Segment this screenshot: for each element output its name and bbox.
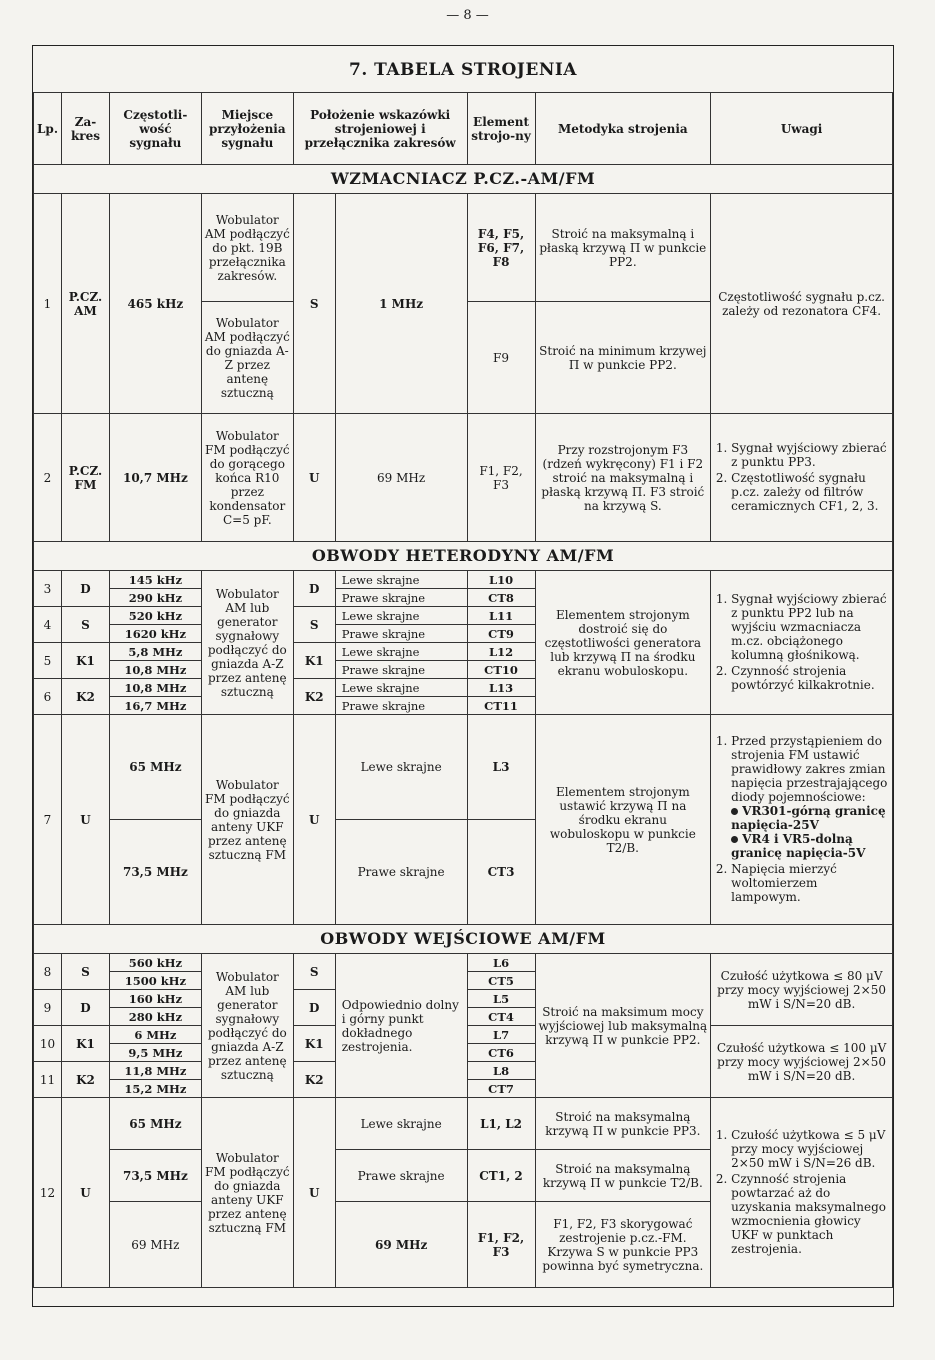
zakres-cell: D (61, 571, 109, 607)
note: 1. Sygnał wyjściowy zbierać z punktu PP3. (731, 441, 890, 469)
wskazowka-cell: Lewe skrajne (335, 679, 467, 697)
uwagi-cell: Częstotliwość sygnału p.cz. zależy od rezonatora CF4. (711, 194, 893, 414)
note: 2. Napięcia mierzyć woltomierzem lampowym. (731, 862, 890, 904)
metodyka-cell: Elementem strojonym dostroić się do częstotliwości generatora lub krzywą Π na środku ekranu wobuloskopu. (535, 571, 711, 715)
table-row (34, 194, 893, 302)
metodyka-cell: F1, F2, F3 skorygować zestrojenie p.cz.-FM. Krzywa S w punkcie PP3 powinna być symetryczna. (535, 1202, 711, 1288)
lp-cell: 2 (34, 414, 62, 542)
page-number: — 8 — (446, 8, 489, 23)
zakres-cell: D (61, 990, 109, 1026)
przelacznik-cell: K2 (293, 1062, 335, 1098)
header-zakres: Za-kres (61, 93, 109, 165)
uwagi-cell: Czułość użytkowa ≤ 80 μV przy mocy wyjściowej 2×50 mW i S/N=20 dB. (711, 954, 893, 1026)
lp-cell: 6 (34, 679, 62, 715)
wskazowka-cell: Lewe skrajne (335, 715, 467, 820)
lp-cell: 1 (34, 194, 62, 414)
wskazowka-cell: 69 MHz (335, 414, 467, 542)
lp-cell: 5 (34, 643, 62, 679)
header-metodyka: Metodyka strojenia (535, 93, 711, 165)
przelacznik-cell: D (293, 571, 335, 607)
metodyka-cell: Stroić na minimum krzywej Π w punkcie PP2. (535, 302, 711, 414)
przelacznik-cell: U (293, 1098, 335, 1288)
zakres-cell: K1 (61, 643, 109, 679)
note: 1. Czułość użytkowa ≤ 5 μV przy mocy wyjściowej 2×50 mW i S/N=26 dB. (731, 1128, 890, 1170)
note-text: VR301-górną granicę napięcia-25V (731, 803, 886, 832)
uwagi-cell (711, 571, 893, 715)
element-cell: CT6 (467, 1044, 535, 1062)
przelacznik-cell: D (293, 990, 335, 1026)
miejsce-cell: Wobulator FM podłączyć do gniazda anteny UKF przez antenę sztuczną FM (201, 715, 293, 925)
zakres-cell: P.CZ. FM (61, 414, 109, 542)
freq-cell: 9,5 MHz (109, 1044, 201, 1062)
note-text: Przed przystąpieniem do strojenia FM ustawić prawidłowy zakres zmian napięcia przestrajającego diody pojemnościowe: (731, 733, 888, 804)
przelacznik-cell: S (293, 954, 335, 990)
table-row (34, 414, 893, 542)
przelacznik-cell: S (293, 194, 335, 414)
wskazowka-cell: Prawe skrajne (335, 820, 467, 925)
metodyka-cell: Stroić na maksymalną i płaską krzywą Π w punkcie PP2. (535, 194, 711, 302)
zakres-cell: U (61, 715, 109, 925)
element-cell: CT11 (467, 697, 535, 715)
freq-cell: 280 kHz (109, 1008, 201, 1026)
lp-cell: 9 (34, 990, 62, 1026)
note: 1. Sygnał wyjściowy zbierać z punktu PP2 lub na wyjściu wzmacniacza m.cz. obciążonego kolumną głośnikową. (731, 592, 890, 662)
freq-cell: 10,7 MHz (109, 414, 201, 542)
freq-cell: 520 kHz (109, 607, 201, 625)
tuning-table (33, 92, 893, 1288)
freq-cell: 160 kHz (109, 990, 201, 1008)
note-text: VR4 i VR5-dolną granicę napięcia-5V (731, 831, 866, 860)
freq-cell: 11,8 MHz (109, 1062, 201, 1080)
wskazowka-cell: Prawe skrajne (335, 1150, 467, 1202)
freq-cell: 16,7 MHz (109, 697, 201, 715)
freq-cell: 65 MHz (109, 715, 201, 820)
miejsce-cell: Wobulator AM lub generator sygnałowy podłączyć do gniazda A-Z przez antenę sztuczną (201, 954, 293, 1098)
lp-cell: 11 (34, 1062, 62, 1098)
header-miejsce: Miejsce przyłożenia sygnału (201, 93, 293, 165)
bullet-icon (731, 836, 738, 843)
element-cell: F4, F5, F6, F7, F8 (467, 194, 535, 302)
freq-cell: 560 kHz (109, 954, 201, 972)
element-cell: L7 (467, 1026, 535, 1044)
lp-cell: 10 (34, 1026, 62, 1062)
freq-cell: 73,5 MHz (109, 1150, 201, 1202)
table-row (34, 954, 893, 972)
wskazowka-cell: Lewe skrajne (335, 1098, 467, 1150)
element-cell: L3 (467, 715, 535, 820)
freq-cell: 15,2 MHz (109, 1080, 201, 1098)
przelacznik-cell: K1 (293, 1026, 335, 1062)
lp-cell: 12 (34, 1098, 62, 1288)
metodyka-cell: Stroić na maksimum mocy wyjściowej lub maksymalną krzywą Π w punkcie PP2. (535, 954, 711, 1098)
lp-cell: 3 (34, 571, 62, 607)
lp-cell: 7 (34, 715, 62, 925)
element-cell: L6 (467, 954, 535, 972)
table-row (34, 571, 893, 589)
metodyka-cell: Stroić na maksymalną krzywą Π w punkcie PP3. (535, 1098, 711, 1150)
element-cell: F1, F2, F3 (467, 1202, 535, 1288)
metodyka-cell: Elementem strojonym ustawić krzywą Π na środku ekranu wobuloskopu w punkcie T2/B. (535, 715, 711, 925)
zakres-cell: S (61, 954, 109, 990)
header-lp: Lp. (34, 93, 62, 165)
zakres-cell: K2 (61, 1062, 109, 1098)
miejsce-cell: Wobulator AM podłączyć do gniazda A-Z przez antenę sztuczną (201, 302, 293, 414)
element-cell: L13 (467, 679, 535, 697)
freq-cell: 465 kHz (109, 194, 201, 414)
element-cell: F1, F2, F3 (467, 414, 535, 542)
element-cell: L5 (467, 990, 535, 1008)
note (731, 734, 890, 860)
element-cell: L12 (467, 643, 535, 661)
element-cell: CT5 (467, 972, 535, 990)
section-heterodyna: OBWODY HETERODYNY AM/FM (34, 542, 893, 571)
element-cell: L11 (467, 607, 535, 625)
przelacznik-cell: K1 (293, 643, 335, 679)
przelacznik-cell: U (293, 414, 335, 542)
uwagi-cell (711, 715, 893, 925)
table-title: 7. TABELA STROJENIA (348, 60, 577, 80)
wskazowka-cell: Prawe skrajne (335, 697, 467, 715)
uwagi-cell (711, 414, 893, 542)
uwagi-cell: Czułość użytkowa ≤ 100 μV przy mocy wyjściowej 2×50 mW i S/N=20 dB. (711, 1026, 893, 1098)
miejsce-cell: Wobulator FM podłączyć do gniazda anteny UKF przez antenę sztuczną FM (201, 1098, 293, 1288)
wskazowka-cell: 69 MHz (335, 1202, 467, 1288)
freq-cell: 290 kHz (109, 589, 201, 607)
zakres-cell: P.CZ. AM (61, 194, 109, 414)
freq-cell: 5,8 MHz (109, 643, 201, 661)
wskazowka-cell: Lewe skrajne (335, 643, 467, 661)
element-cell: CT3 (467, 820, 535, 925)
wskazowka-cell: Prawe skrajne (335, 625, 467, 643)
zakres-cell: K2 (61, 679, 109, 715)
wskazowka-cell: Lewe skrajne (335, 607, 467, 625)
bullet-icon (731, 808, 738, 815)
wskazowka-cell: Odpowiednio dolny i górny punkt dokładnego zestrojenia. (335, 954, 467, 1098)
note: 2. Częstotliwość sygnału p.cz. zależy od filtrów ceramicznych CF1, 2, 3. (731, 471, 890, 513)
element-cell: CT1, 2 (467, 1150, 535, 1202)
wskazowka-cell: Prawe skrajne (335, 661, 467, 679)
freq-cell: 145 kHz (109, 571, 201, 589)
miejsce-cell: Wobulator FM podłączyć do gorącego końca R10 przez kondensator C=5 pF. (201, 414, 293, 542)
header-uwagi: Uwagi (711, 93, 893, 165)
zakres-cell: U (61, 1098, 109, 1288)
wskazowka-cell: Lewe skrajne (335, 571, 467, 589)
section-wejsciowe: OBWODY WEJŚCIOWE AM/FM (34, 925, 893, 954)
table-row (34, 1098, 893, 1150)
metodyka-cell: Stroić na maksymalną krzywą Π w punkcie T2/B. (535, 1150, 711, 1202)
freq-cell: 69 MHz (109, 1202, 201, 1288)
element-cell: CT4 (467, 1008, 535, 1026)
tuning-table-sheet (32, 45, 894, 1307)
header-element: Element strojo-ny (467, 93, 535, 165)
freq-cell: 65 MHz (109, 1098, 201, 1150)
freq-cell: 10,8 MHz (109, 661, 201, 679)
element-cell: L1, L2 (467, 1098, 535, 1150)
lp-cell: 8 (34, 954, 62, 990)
przelacznik-cell: K2 (293, 679, 335, 715)
section-wzmacniacz: WZMACNIACZ P.CZ.-AM/FM (34, 165, 893, 194)
miejsce-cell: Wobulator AM podłączyć do pkt. 19B przełącznika zakresów. (201, 194, 293, 302)
element-cell: L10 (467, 571, 535, 589)
lp-cell: 4 (34, 607, 62, 643)
freq-cell: 1500 kHz (109, 972, 201, 990)
header-row (34, 93, 893, 165)
przelacznik-cell: U (293, 715, 335, 925)
element-cell: CT10 (467, 661, 535, 679)
element-cell: CT7 (467, 1080, 535, 1098)
header-polozenie: Położenie wskazówki strojeniowej i przełącznika zakresów (293, 93, 467, 165)
freq-cell: 73,5 MHz (109, 820, 201, 925)
element-cell: CT8 (467, 589, 535, 607)
uwagi-cell (711, 1098, 893, 1288)
metodyka-cell: Przy rozstrojonym F3 (rdzeń wykręcony) F1 i F2 stroić na maksymalną i płaską krzywą Π. F3 stroić na krzywą S. (535, 414, 711, 542)
wskazowka-cell: 1 MHz (335, 194, 467, 414)
header-czestotliwosc: Częstotli-wość sygnału (109, 93, 201, 165)
freq-cell: 1620 kHz (109, 625, 201, 643)
miejsce-cell: Wobulator AM lub generator sygnałowy podłączyć do gniazda A-Z przez antenę sztuczną (201, 571, 293, 715)
element-cell: F9 (467, 302, 535, 414)
zakres-cell: S (61, 607, 109, 643)
zakres-cell: K1 (61, 1026, 109, 1062)
table-row (34, 715, 893, 820)
note: 2. Czynność strojenia powtórzyć kilkakrotnie. (731, 664, 890, 692)
element-cell: CT9 (467, 625, 535, 643)
przelacznik-cell: S (293, 607, 335, 643)
wskazowka-cell: Prawe skrajne (335, 589, 467, 607)
element-cell: L8 (467, 1062, 535, 1080)
freq-cell: 6 MHz (109, 1026, 201, 1044)
freq-cell: 10,8 MHz (109, 679, 201, 697)
note: 2. Czynność strojenia powtarzać aż do uzyskania maksymalnego wzmocnienia głowicy UKF w punktach zestrojenia. (731, 1172, 890, 1256)
